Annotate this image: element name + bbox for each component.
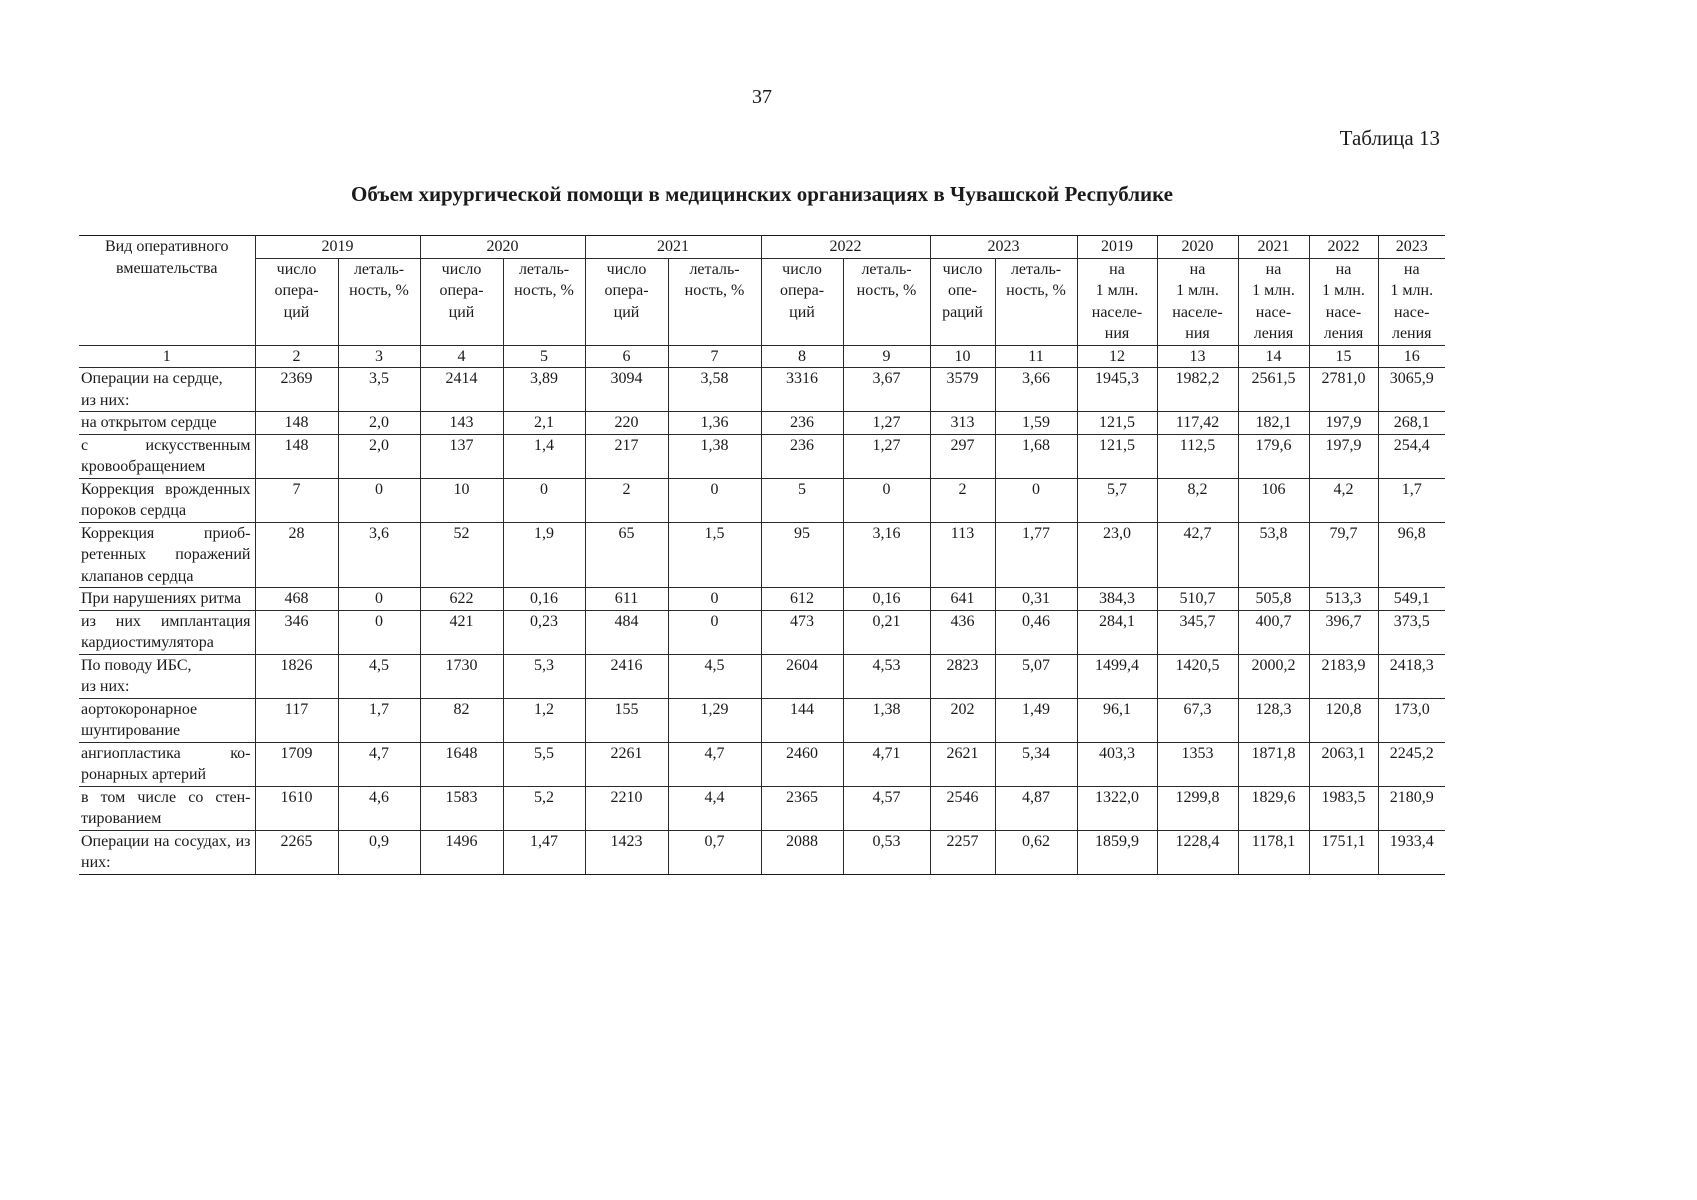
row-label: Операции на сердце, из них:: [79, 368, 255, 412]
page-number: 37: [752, 86, 772, 108]
table-cell: 0,16: [843, 588, 930, 611]
table-row: [79, 522, 1445, 588]
table-cell: 220: [585, 412, 668, 435]
table-cell: 4,7: [668, 742, 761, 786]
table-cell: 473: [761, 610, 843, 654]
header-per-million: на 1 млн. населе- ния: [1077, 258, 1157, 345]
table-cell: 3,16: [843, 522, 930, 588]
table-cell: 484: [585, 610, 668, 654]
table-cell: 1228,4: [1157, 830, 1238, 874]
table-cell: 2265: [255, 830, 338, 874]
table-cell: 2,0: [338, 412, 420, 435]
table-cell: 42,7: [1157, 522, 1238, 588]
table-cell: 0,46: [995, 610, 1077, 654]
table-cell: 67,3: [1157, 698, 1238, 742]
table-cell: 7: [255, 478, 338, 522]
table-cell: 0,9: [338, 830, 420, 874]
header-operation-type: Вид оперативного вмешательства: [79, 236, 255, 346]
table-cell: 436: [930, 610, 995, 654]
header-lethality: леталь- ность, %: [338, 258, 420, 345]
table-row: [79, 742, 1445, 786]
column-number: 13: [1157, 345, 1238, 368]
table-cell: 1420,5: [1157, 654, 1238, 698]
table-cell: 2369: [255, 368, 338, 412]
table-cell: 1,38: [843, 698, 930, 742]
table-cell: 345,7: [1157, 610, 1238, 654]
table-cell: 4,71: [843, 742, 930, 786]
table-cell: 3316: [761, 368, 843, 412]
table-cell: 128,3: [1238, 698, 1309, 742]
table-cell: 5: [761, 478, 843, 522]
row-label: аортокоронарное шунтирование: [79, 698, 255, 742]
table-cell: 197,9: [1309, 434, 1378, 478]
header-ops-count: число опе- раций: [930, 258, 995, 345]
table-cell: 468: [255, 588, 338, 611]
column-number: 2: [255, 345, 338, 368]
table-cell: 117,42: [1157, 412, 1238, 435]
table-cell: 148: [255, 434, 338, 478]
table-cell: 549,1: [1378, 588, 1445, 611]
table-cell: 1,7: [1378, 478, 1445, 522]
header-ops-count: число опера- ций: [420, 258, 503, 345]
table-cell: 8,2: [1157, 478, 1238, 522]
row-label: Операции на сосудах, из них:: [79, 830, 255, 874]
table-cell: 421: [420, 610, 503, 654]
column-number: 11: [995, 345, 1077, 368]
table-cell: 23,0: [1077, 522, 1157, 588]
table-cell: 0: [668, 610, 761, 654]
table-cell: 95: [761, 522, 843, 588]
column-number: 8: [761, 345, 843, 368]
table-cell: 2414: [420, 368, 503, 412]
table-cell: 4,57: [843, 786, 930, 830]
table-cell: 0,7: [668, 830, 761, 874]
row-label: При нарушениях ритма: [79, 588, 255, 611]
table-row: [79, 368, 1445, 412]
table-row: [79, 610, 1445, 654]
table-cell: 144: [761, 698, 843, 742]
table-cell: 143: [420, 412, 503, 435]
table-cell: 641: [930, 588, 995, 611]
table-cell: 65: [585, 522, 668, 588]
table-cell: 1,49: [995, 698, 1077, 742]
table-cell: 113: [930, 522, 995, 588]
table-cell: 612: [761, 588, 843, 611]
table-cell: 1,68: [995, 434, 1077, 478]
table-cell: 3094: [585, 368, 668, 412]
table-cell: 4,87: [995, 786, 1077, 830]
table-row: [79, 786, 1445, 830]
table-cell: 1933,4: [1378, 830, 1445, 874]
table-cell: 120,8: [1309, 698, 1378, 742]
table-cell: 0: [995, 478, 1077, 522]
table-cell: 2365: [761, 786, 843, 830]
table-cell: 1178,1: [1238, 830, 1309, 874]
table-cell: 197,9: [1309, 412, 1378, 435]
table-cell: 1982,2: [1157, 368, 1238, 412]
table-cell: 4,7: [338, 742, 420, 786]
table-cell: 254,4: [1378, 434, 1445, 478]
column-number: 3: [338, 345, 420, 368]
table-cell: 82: [420, 698, 503, 742]
table-cell: 268,1: [1378, 412, 1445, 435]
table-cell: 1322,0: [1077, 786, 1157, 830]
table-cell: 2418,3: [1378, 654, 1445, 698]
table-cell: 384,3: [1077, 588, 1157, 611]
table-cell: 1,5: [668, 522, 761, 588]
row-label: из них имплантация кардиостимулятора: [79, 610, 255, 654]
table-cell: 2088: [761, 830, 843, 874]
table-cell: 1423: [585, 830, 668, 874]
table-cell: 3,66: [995, 368, 1077, 412]
row-label: на открытом сердце: [79, 412, 255, 435]
header-year-2021: 2021: [585, 236, 761, 259]
table-cell: 0: [668, 478, 761, 522]
table-cell: 0,62: [995, 830, 1077, 874]
table-cell: 400,7: [1238, 610, 1309, 654]
header-per-million-year-2020: 2020: [1157, 236, 1238, 259]
column-number: 7: [668, 345, 761, 368]
table-cell: 510,7: [1157, 588, 1238, 611]
table-row: [79, 698, 1445, 742]
table-cell: 1,38: [668, 434, 761, 478]
table-cell: 2604: [761, 654, 843, 698]
table-cell: 121,5: [1077, 412, 1157, 435]
header-year-row: [79, 236, 1445, 259]
table-cell: 2180,9: [1378, 786, 1445, 830]
row-label: Коррекция приобретенных поражений клапанов сердца: [79, 522, 255, 588]
table-cell: 1709: [255, 742, 338, 786]
table-cell: 3065,9: [1378, 368, 1445, 412]
row-label: в том числе со стентированием: [79, 786, 255, 830]
table-cell: 0,53: [843, 830, 930, 874]
header-per-million: на 1 млн. населе- ния: [1157, 258, 1238, 345]
table-cell: 297: [930, 434, 995, 478]
column-number: 6: [585, 345, 668, 368]
table-label: Таблица 13: [1339, 126, 1440, 150]
header-year-2019: 2019: [255, 236, 420, 259]
header-per-million-year-2021: 2021: [1238, 236, 1309, 259]
table-cell: 346: [255, 610, 338, 654]
table-cell: 1859,9: [1077, 830, 1157, 874]
table-cell: 513,3: [1309, 588, 1378, 611]
table-cell: 313: [930, 412, 995, 435]
table-cell: 4,6: [338, 786, 420, 830]
table-cell: 5,07: [995, 654, 1077, 698]
table-cell: 396,7: [1309, 610, 1378, 654]
table-cell: 3,58: [668, 368, 761, 412]
table-cell: 202: [930, 698, 995, 742]
table-cell: 96,1: [1077, 698, 1157, 742]
column-number: 9: [843, 345, 930, 368]
table-cell: 5,7: [1077, 478, 1157, 522]
table-cell: 0: [338, 588, 420, 611]
table-cell: 1,4: [503, 434, 585, 478]
table-row: [79, 654, 1445, 698]
table-cell: 1751,1: [1309, 830, 1378, 874]
column-number: 10: [930, 345, 995, 368]
table-cell: 5,2: [503, 786, 585, 830]
table-cell: 121,5: [1077, 434, 1157, 478]
row-label: По поводу ИБС, из них:: [79, 654, 255, 698]
table-cell: 2183,9: [1309, 654, 1378, 698]
column-number-row: [79, 345, 1445, 368]
table-cell: 1871,8: [1238, 742, 1309, 786]
table-cell: 236: [761, 412, 843, 435]
table-row: [79, 434, 1445, 478]
table-cell: 1,36: [668, 412, 761, 435]
table-cell: 403,3: [1077, 742, 1157, 786]
column-number: 14: [1238, 345, 1309, 368]
table-cell: 148: [255, 412, 338, 435]
header-subheader-row: [79, 258, 1445, 345]
header-lethality: леталь- ность, %: [503, 258, 585, 345]
table-cell: 0,16: [503, 588, 585, 611]
table-cell: 2245,2: [1378, 742, 1445, 786]
table-row: [79, 830, 1445, 874]
table-cell: 2261: [585, 742, 668, 786]
header-ops-count: число опера- ций: [761, 258, 843, 345]
table-cell: 1,9: [503, 522, 585, 588]
table-cell: 4,5: [668, 654, 761, 698]
header-per-million: на 1 млн. насе- ления: [1378, 258, 1445, 345]
table-cell: 2,0: [338, 434, 420, 478]
table-cell: 2416: [585, 654, 668, 698]
table-cell: 52: [420, 522, 503, 588]
column-number: 16: [1378, 345, 1445, 368]
header-year-2020: 2020: [420, 236, 585, 259]
table-cell: 3579: [930, 368, 995, 412]
table-cell: 2621: [930, 742, 995, 786]
table-cell: 622: [420, 588, 503, 611]
table-cell: 10: [420, 478, 503, 522]
table-cell: 79,7: [1309, 522, 1378, 588]
table-row: [79, 478, 1445, 522]
header-ops-count: число опера- ций: [255, 258, 338, 345]
table-cell: 2781,0: [1309, 368, 1378, 412]
column-number: 1: [79, 345, 255, 368]
table-cell: 2210: [585, 786, 668, 830]
table-body: [79, 345, 1445, 874]
table-cell: 0: [668, 588, 761, 611]
table-cell: 96,8: [1378, 522, 1445, 588]
table-cell: 505,8: [1238, 588, 1309, 611]
table-cell: 182,1: [1238, 412, 1309, 435]
row-label: с искусственным кровообращением: [79, 434, 255, 478]
table-cell: 1829,6: [1238, 786, 1309, 830]
table-cell: 1945,3: [1077, 368, 1157, 412]
table-cell: 3,89: [503, 368, 585, 412]
table-cell: 611: [585, 588, 668, 611]
table-cell: 5,3: [503, 654, 585, 698]
table-cell: 3,5: [338, 368, 420, 412]
table-cell: 1,27: [843, 412, 930, 435]
table-cell: 2546: [930, 786, 995, 830]
table-cell: 106: [1238, 478, 1309, 522]
header-lethality: леталь- ность, %: [668, 258, 761, 345]
table-cell: 0,21: [843, 610, 930, 654]
table-cell: 1648: [420, 742, 503, 786]
table-cell: 4,5: [338, 654, 420, 698]
table-row: [79, 412, 1445, 435]
header-per-million: на 1 млн. насе- ления: [1238, 258, 1309, 345]
table-cell: 2063,1: [1309, 742, 1378, 786]
table-cell: 0,31: [995, 588, 1077, 611]
table-cell: 2257: [930, 830, 995, 874]
header-per-million: на 1 млн. насе- ления: [1309, 258, 1378, 345]
table-cell: 1583: [420, 786, 503, 830]
table-cell: 0: [503, 478, 585, 522]
row-label: Коррекция врожденных пороков сердца: [79, 478, 255, 522]
table-cell: 179,6: [1238, 434, 1309, 478]
table-cell: 373,5: [1378, 610, 1445, 654]
table-cell: 117: [255, 698, 338, 742]
table-cell: 1,59: [995, 412, 1077, 435]
table-cell: 284,1: [1077, 610, 1157, 654]
table-cell: 1983,5: [1309, 786, 1378, 830]
table-cell: 1496: [420, 830, 503, 874]
table-title: Объем хирургической помощи в медицинских организациях в Чувашской Республике: [351, 182, 1173, 206]
header-ops-count: число опера- ций: [585, 258, 668, 345]
table-cell: 1730: [420, 654, 503, 698]
header-lethality: леталь- ность, %: [843, 258, 930, 345]
table-cell: 4,4: [668, 786, 761, 830]
table-cell: 1826: [255, 654, 338, 698]
header-per-million-year-2019: 2019: [1077, 236, 1157, 259]
column-number: 12: [1077, 345, 1157, 368]
table-cell: 1610: [255, 786, 338, 830]
table-cell: 2460: [761, 742, 843, 786]
column-number: 15: [1309, 345, 1378, 368]
header-per-million-year-2022: 2022: [1309, 236, 1378, 259]
table-cell: 4,53: [843, 654, 930, 698]
column-number: 5: [503, 345, 585, 368]
table-cell: 1,47: [503, 830, 585, 874]
table-cell: 2: [930, 478, 995, 522]
header-lethality: леталь- ность, %: [995, 258, 1077, 345]
table-cell: 236: [761, 434, 843, 478]
column-number: 4: [420, 345, 503, 368]
table-cell: 5,5: [503, 742, 585, 786]
header-per-million-year-2023: 2023: [1378, 236, 1445, 259]
table-cell: 2,1: [503, 412, 585, 435]
table-cell: 155: [585, 698, 668, 742]
table-cell: 1,77: [995, 522, 1077, 588]
table-cell: 0,23: [503, 610, 585, 654]
table-cell: 112,5: [1157, 434, 1238, 478]
table-cell: 28: [255, 522, 338, 588]
header-year-2022: 2022: [761, 236, 930, 259]
table-cell: 4,2: [1309, 478, 1378, 522]
table-cell: 0: [338, 478, 420, 522]
table-cell: 3,6: [338, 522, 420, 588]
table-cell: 2823: [930, 654, 995, 698]
row-label: ангиопластика коронарных артерий: [79, 742, 255, 786]
table-cell: 1299,8: [1157, 786, 1238, 830]
table-cell: 2561,5: [1238, 368, 1309, 412]
table-cell: 2: [585, 478, 668, 522]
table-cell: 137: [420, 434, 503, 478]
table-cell: 2000,2: [1238, 654, 1309, 698]
table-cell: 53,8: [1238, 522, 1309, 588]
table-cell: 0: [338, 610, 420, 654]
table-cell: 1499,4: [1077, 654, 1157, 698]
table-cell: 3,67: [843, 368, 930, 412]
table-cell: 1,2: [503, 698, 585, 742]
table-cell: 1,29: [668, 698, 761, 742]
table-cell: 1,27: [843, 434, 930, 478]
table-cell: 217: [585, 434, 668, 478]
table-cell: 0: [843, 478, 930, 522]
table-cell: 5,34: [995, 742, 1077, 786]
header-year-2023: 2023: [930, 236, 1077, 259]
table-cell: 1,7: [338, 698, 420, 742]
surgical-care-table: [79, 235, 1445, 875]
table-cell: 1353: [1157, 742, 1238, 786]
table-cell: 173,0: [1378, 698, 1445, 742]
table-row: [79, 588, 1445, 611]
